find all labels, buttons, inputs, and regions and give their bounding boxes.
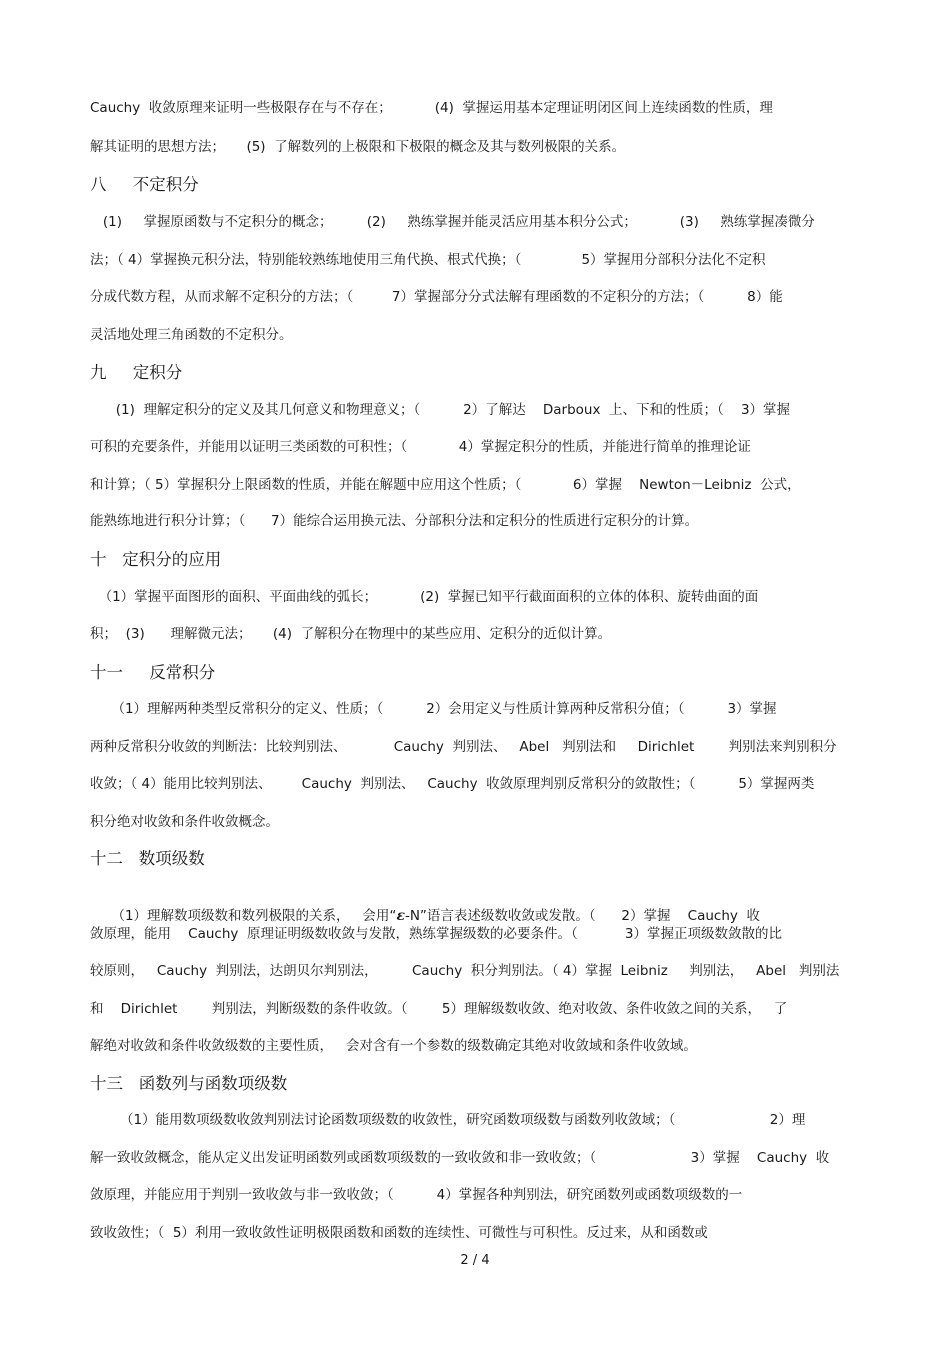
heading-10: 十 定积分的应用 — [90, 550, 222, 569]
line-17-suffix: -N”语言表述级数收敛或发散。（ 2）掌握 Cauchy 收 — [404, 908, 760, 924]
line-9: 和计算；（ 5）掌握积分上限函数的性质，并能在解题中应用这个性质；（ 6）掌握 Newton－Leibniz 公式， — [90, 477, 801, 493]
line-17-prefix: （1）理解数项级数和数列极限的关系， 会用“ — [98, 908, 397, 924]
heading-12: 十二 数项级数 — [90, 849, 205, 868]
line-10: 能熟练地进行积分计算；（ 7）能综合运用换元法、分部积分法和定积分的性质进行定积分的计算。 — [90, 513, 699, 529]
epsilon-symbol: ε — [396, 908, 405, 924]
line-15: 收敛；（ 4）能用比较判别法、 Cauchy 判别法、 Cauchy 收敛原理判别反常积分的敛散性；（ 5）掌握两类 — [90, 776, 815, 792]
heading-11: 十一 反常积分 — [90, 663, 216, 682]
line-19: 较原则， Cauchy 判别法，达朗贝尔判别法， Cauchy 积分判别法。（ 4）掌握 Leibniz 判别法， Abel 判别法 — [90, 963, 840, 979]
line-16: 积分绝对收敛和条件收敛概念。 — [90, 814, 279, 830]
line-1: Cauchy 收敛原理来证明一些极限存在与不存在； (4) 掌握运用基本定理证明闭区间上连续函数的性质，理 — [90, 100, 773, 116]
line-8: 可积的充要条件，并能用以证明三类函数的可积性；（ 4）掌握定积分的性质，并能进行简单的推理论证 — [90, 439, 751, 455]
line-21: 解绝对收敛和条件收敛级数的主要性质， 会对含有一个参数的级数确定其绝对收敛域和条件收敛域。 — [90, 1038, 697, 1054]
line-23: 解一致收敛概念，能从定义出发证明函数列或函数项级数的一致收敛和非一致收敛；（ 3）掌握 Cauchy 收 — [90, 1150, 830, 1166]
line-20: 和 Dirichlet 判别法，判断级数的条件收敛。（ 5）理解级数收敛、绝对收敛、条件收敛之间的关系， 了 — [90, 1001, 788, 1017]
line-5: 分成代数方程，从而求解不定积分的方法；（ 7）掌握部分分式法解有理函数的不定积分的方法；（ 8）能 — [90, 289, 783, 305]
line-18: 敛原理，能用 Cauchy 原理证明级数收敛与发散，熟练掌握级数的必要条件。（ 3）掌握正项级数敛散的比 — [90, 926, 783, 942]
line-4: 法；（ 4）掌握换元积分法，特别能较熟练地使用三角代换、根式代换；（ 5）掌握用分部积分法化不定积 — [90, 252, 766, 268]
page-number: 2 / 4 — [460, 1253, 490, 1268]
line-3: (1) 掌握原函数与不定积分的概念； (2) 熟练掌握并能灵活应用基本积分公式； (3) 熟练掌握凑微分 — [90, 214, 815, 230]
line-17 — [90, 886, 760, 926]
line-13: （1）理解两种类型反常积分的定义、性质；（ 2）会用定义与性质计算两种反常积分值；（ 3）掌握 — [90, 701, 777, 717]
heading-9: 九 定积分 — [90, 363, 183, 382]
line-25: 致收敛性；（ 5）利用一致收敛性证明极限函数和函数的连续性、可微性与可积性。反过来，从和函数或 — [90, 1225, 708, 1241]
heading-13: 十三 函数列与函数项级数 — [90, 1074, 288, 1093]
line-24: 敛原理，并能应用于判别一致收敛与非一致收敛；（ 4）掌握各种判别法，研究函数列或函数项级数的一 — [90, 1187, 743, 1203]
line-22: （1）能用数项级数收敛判别法讨论函数项级数的收敛性，研究函数项级数与函数列收敛域；（ 2）理 — [90, 1112, 806, 1128]
line-6: 灵活地处理三角函数的不定积分。 — [90, 327, 293, 343]
line-2: 解其证明的思想方法； (5) 了解数列的上极限和下极限的概念及其与数列极限的关系。 — [90, 139, 626, 155]
line-14: 两种反常积分收敛的判断法：比较判别法、 Cauchy 判别法、 Abel 判别法和 Dirichlet 判别法来判别积分 — [90, 739, 837, 755]
line-11: （1）掌握平面图形的面积、平面曲线的弧长； (2) 掌握已知平行截面面积的立体的体积、旋转曲面的面 — [90, 589, 759, 605]
line-12: 积； (3) 理解微元法； (4) 了解积分在物理中的某些应用、定积分的近似计算。 — [90, 626, 612, 642]
line-7: (1) 理解定积分的定义及其几何意义和物理意义；（ 2）了解达 Darboux 上、下和的性质；（ 3）掌握 — [90, 402, 791, 418]
heading-8: 八 不定积分 — [90, 175, 199, 194]
